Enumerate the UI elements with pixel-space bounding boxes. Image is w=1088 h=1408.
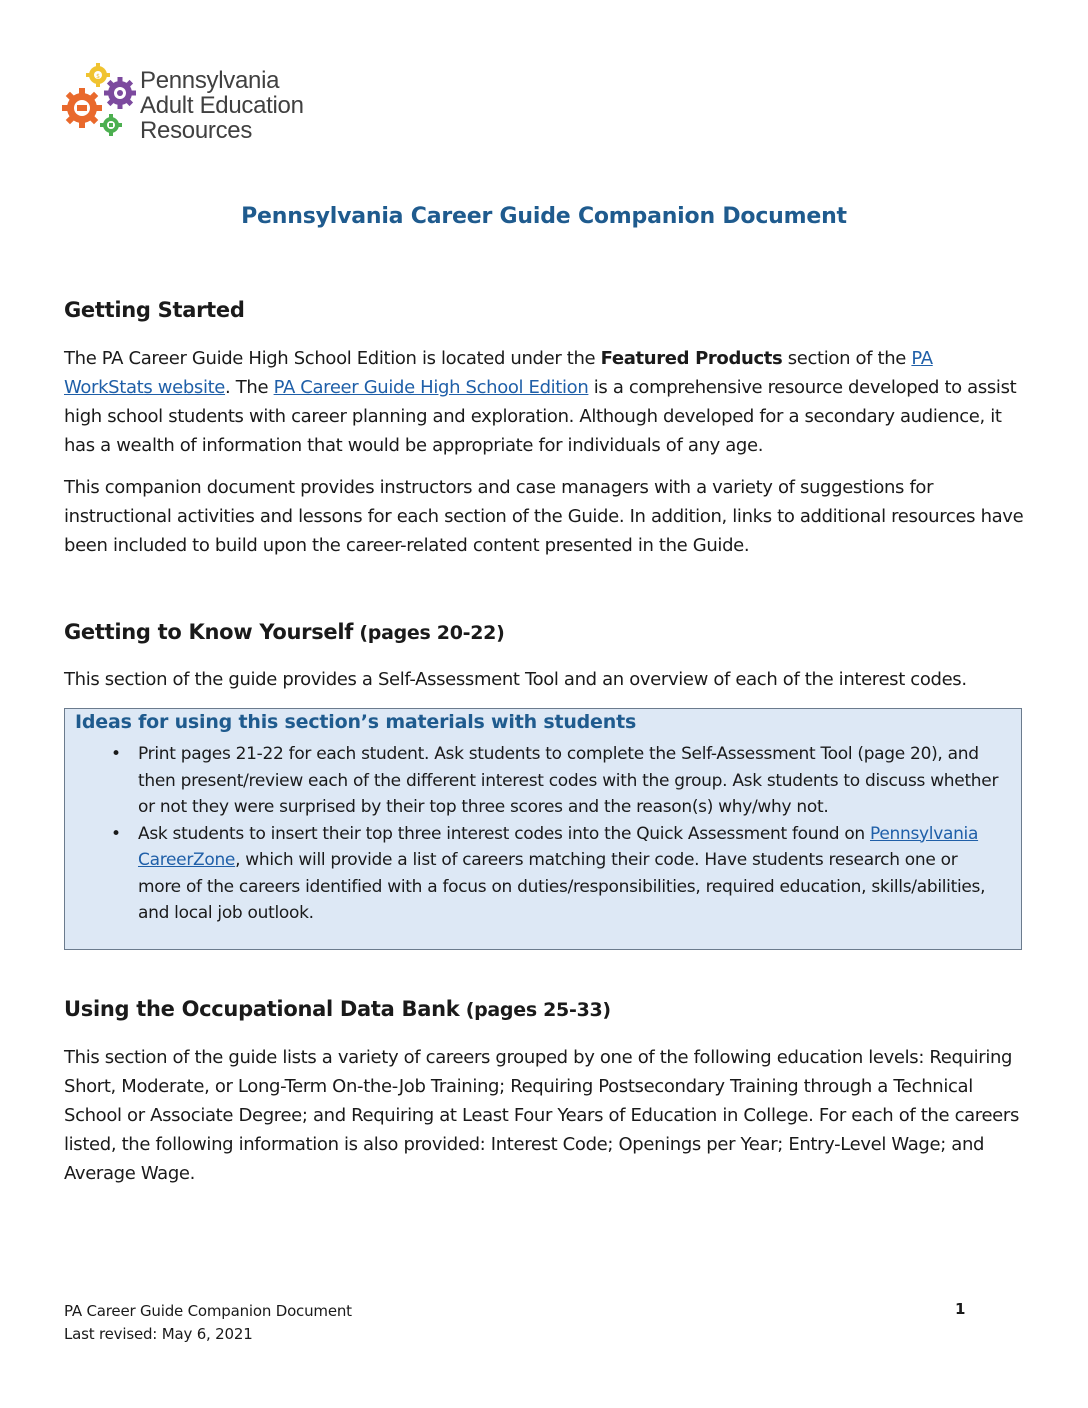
heading-text: Getting to Know Yourself <box>64 620 354 644</box>
pa-career-guide-link[interactable]: PA Career Guide High School Edition <box>273 377 589 398</box>
getting-started-paragraph-1 <box>64 344 1024 460</box>
heading-pages: (pages 20-22) <box>353 622 505 644</box>
ideas-list-item <box>65 741 1021 821</box>
page-footer <box>64 1300 352 1346</box>
text-run: The PA Career Guide High School Edition is located under the <box>64 348 601 369</box>
footer-document-name: PA Career Guide Companion Document <box>64 1302 352 1320</box>
page-number: 1 <box>955 1300 966 1318</box>
list-item-text: Ask students to insert their top three interest codes into the Quick Assessment found on <box>138 823 870 844</box>
gears-icon <box>62 62 142 142</box>
ideas-list-item <box>65 821 1021 927</box>
bullet-icon: • <box>111 823 121 844</box>
text-run: is a comprehensive resource developed to assist high school students with career planning and exploration. Although developed for a secondary audience, it has a wealth of information that would be appropriate for individuals of any age. <box>64 377 1017 456</box>
heading-text: Using the Occupational Data Bank <box>64 997 460 1021</box>
logo-line-2: Adult Education <box>140 92 304 119</box>
section-heading-know-yourself <box>64 620 504 644</box>
know-yourself-paragraph: This section of the guide provides a Self-Assessment Tool and an overview of each of the interest codes. <box>64 669 967 690</box>
ideas-callout-box <box>64 708 1022 950</box>
occupational-data-bank-paragraph: This section of the guide lists a variety of careers grouped by one of the following education levels: Requiring Short, Moderate, or Long-Term On-the-Job Training; Requiring Postsecondary Training through a Technical School or Associate Degree; and Requiring at Least Four Years of Education in College. For each of the careers listed, the following information is also provided: Interest Code; Openings per Year; Entry-Level Wage; and Average Wage. <box>64 1047 1019 1184</box>
logo-wordmark <box>140 68 304 143</box>
logo-line-3: Resources <box>140 117 253 144</box>
featured-products-bold: Featured Products <box>600 348 783 369</box>
pennsylvania-careerzone-link[interactable]: Pennsylvania CareerZone <box>138 823 979 870</box>
getting-started-paragraph-2: This companion document provides instructors and case managers with a variety of suggestions for instructional activities and lessons for each section of the Guide. In addition, links to additional resources have been included to build upon the career-related content presented in the Guide. <box>64 477 1024 556</box>
text-run: section of the <box>782 348 912 369</box>
list-item-text: , which will provide a list of careers matching their code. Have students research one or more of the careers identified with a focus on duties/responsibilities, required education, skills/abilities, and local job outlook. <box>138 850 986 923</box>
svg-text:$: $ <box>96 73 100 80</box>
list-item-text: Print pages 21-22 for each student. Ask students to complete the Self-Assessment Tool (page 20), and then present/review each of the different interest codes with the group. Ask students to discuss whether or not they were surprised by their top three scores and the reason(s) why/why not. <box>138 744 999 817</box>
section-heading-getting-started: Getting Started <box>64 298 245 322</box>
document-title: Pennsylvania Career Guide Companion Document <box>241 204 847 229</box>
ideas-box-title: Ideas for using this section’s materials with students <box>75 711 637 733</box>
heading-pages: (pages 25-33) <box>459 999 611 1021</box>
text-run: . The <box>225 377 274 398</box>
bullet-icon: • <box>111 744 121 764</box>
section-heading-occupational-data-bank <box>64 997 611 1021</box>
pa-adult-education-logo <box>62 62 332 142</box>
pa-workstats-link[interactable]: PA WorkStats website <box>64 348 933 398</box>
footer-revision-date: Last revised: May 6, 2021 <box>64 1325 253 1343</box>
ideas-list <box>65 741 1021 927</box>
logo-line-1: Pennsylvania <box>140 67 280 94</box>
